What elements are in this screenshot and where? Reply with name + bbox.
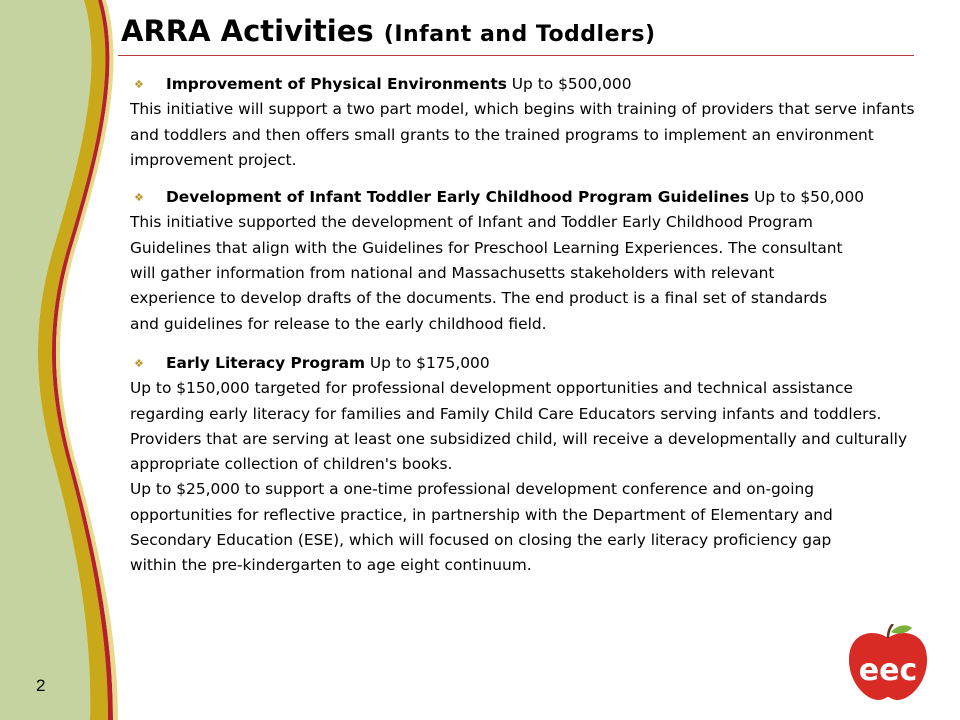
- section-heading-text: Development of Infant Toddler Early Childhood Program Guidelines: [166, 188, 750, 207]
- title-divider: [118, 55, 914, 56]
- section-heading: [130, 351, 920, 376]
- logo-text: eec: [858, 653, 918, 688]
- diamond-bullet-icon: ❖: [134, 78, 144, 91]
- diamond-bullet-icon: ❖: [134, 191, 144, 205]
- section-physical-environments: [130, 72, 920, 173]
- section-heading: [130, 185, 920, 210]
- section-amount: Up to $500,000: [511, 75, 632, 93]
- slide-title: [121, 14, 656, 48]
- eec-logo: [846, 624, 930, 702]
- section-heading: [130, 72, 920, 97]
- section-paragraph: Up to $150,000 targeted for professional development opportunities and technical assistance regarding early literacy for families and Family Child Care Educators serving infants and toddlers. Providers that are serving at least one subsidized child, will receive a developmentally and culturally appropriate collection of children's books.: [130, 379, 908, 474]
- slide-number: 2: [36, 676, 46, 695]
- section-program-guidelines: [130, 185, 920, 337]
- slide-content: [130, 72, 920, 593]
- title-main: ARRA Activities: [121, 14, 374, 48]
- section-amount: Up to $50,000: [754, 188, 865, 207]
- section-amount: Up to $175,000: [369, 353, 490, 372]
- diamond-bullet-icon: ❖: [134, 356, 144, 370]
- section-early-literacy: [130, 351, 920, 579]
- decorative-wave-sidebar: [0, 0, 140, 720]
- title-subtitle: (Infant and Toddlers): [383, 22, 656, 47]
- section-paragraph: This initiative will support a two part model, which begins with training of providers that serve infants and toddlers and then offers small grants to the trained programs to implement an environment improvement project.: [130, 100, 915, 169]
- section-paragraph: This initiative supported the development of Infant and Toddler Early Childhood Program Guidelines that align with the Guidelines for Preschool Learning Experiences. The consultant will gather information from national and Massachusetts stakeholders with relevant experience to develop drafts of the documents. The end product is a final set of standards and guidelines for release to the early childhood field.: [130, 213, 843, 333]
- section-paragraph: Up to $25,000 to support a one-time professional development conference and on-going opportunities for reflective practice, in partnership with the Department of Elementary and Secondary Education (ESE), which will focused on closing the early literacy proficiency gap within the pre-kindergarten to age eight continuum.: [130, 480, 833, 575]
- section-heading-text: Early Literacy Program: [166, 353, 365, 372]
- section-heading-text: Improvement of Physical Environments: [166, 75, 507, 93]
